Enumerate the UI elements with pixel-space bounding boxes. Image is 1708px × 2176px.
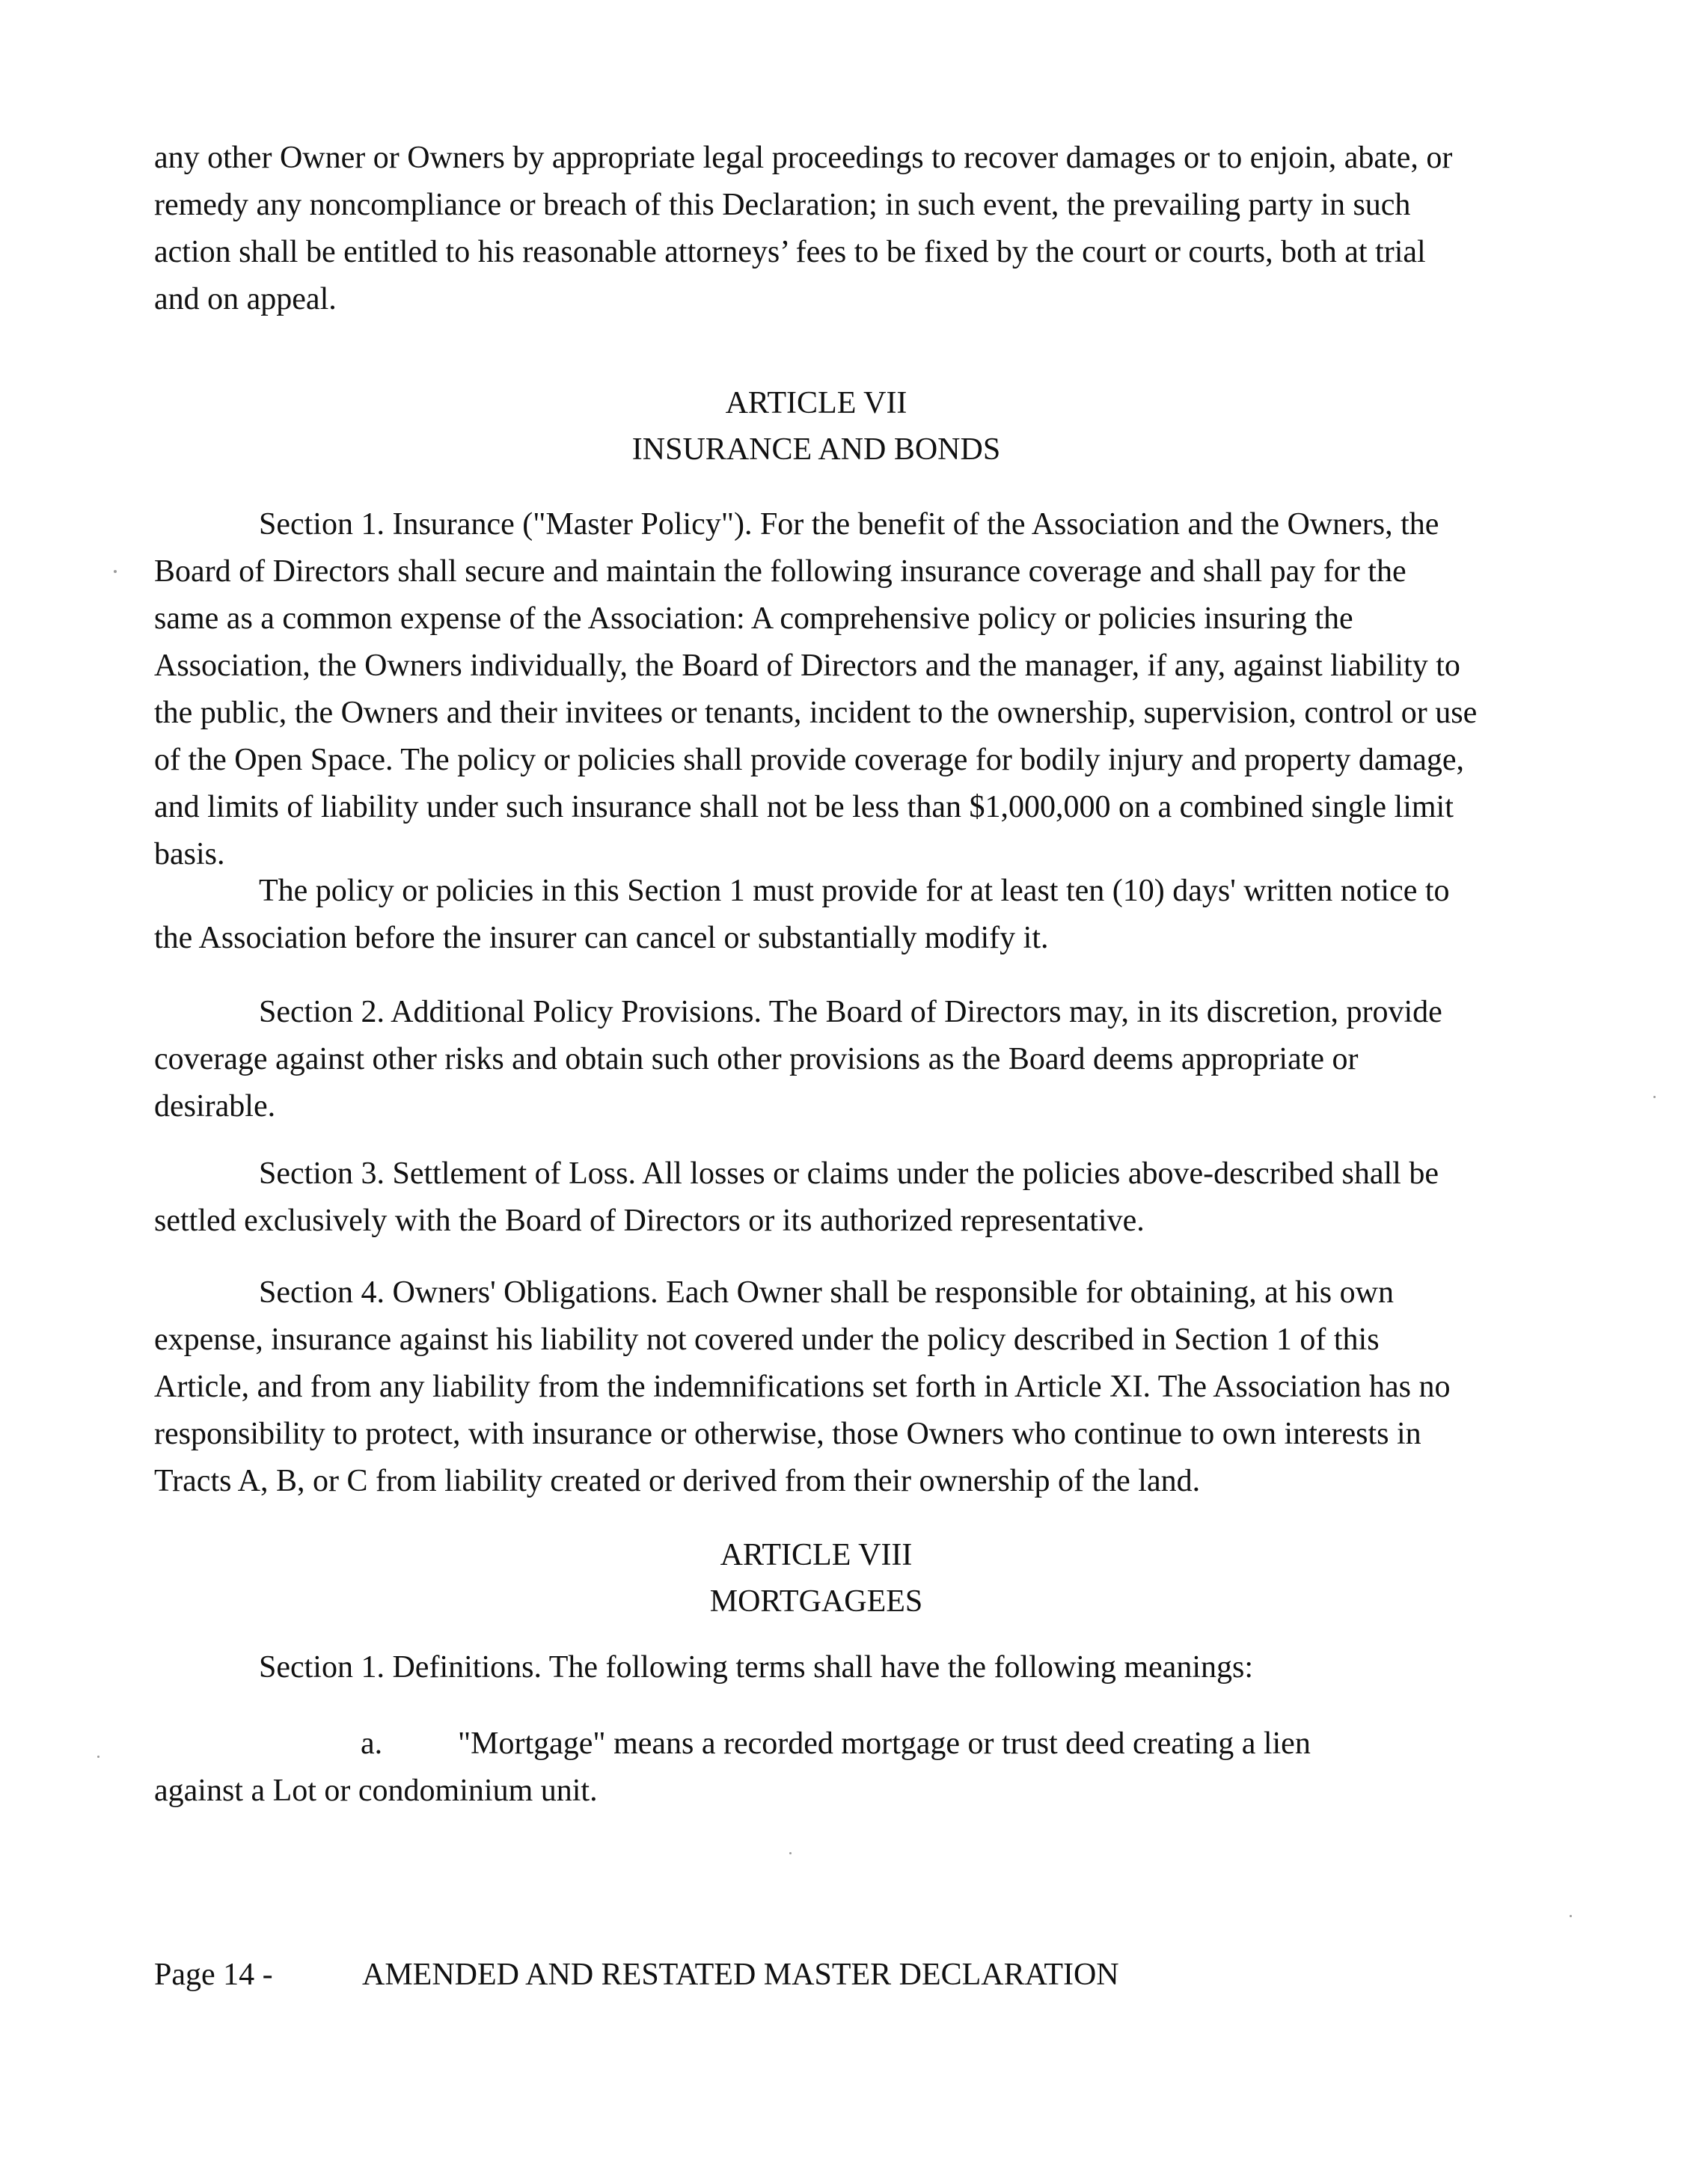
scan-speck <box>789 1852 792 1854</box>
article-viii-number: ARTICLE VIII <box>720 1538 913 1572</box>
page-footer <box>154 1952 1119 1997</box>
article-vii-section-4: Section 4. Owners' Obligations. Each Owner shall be responsible for obtaining, at his own expense, insurance against his liability not covered under the policy described in Section 1 of this Article, and from any liability from the indemnifications set forth in Article XI. The Association has no responsibility to protect, with insurance or otherwise, those Owners who continue to own interests in Tracts A, B, or C from liability created or derived from their ownership of the land. <box>154 1275 1451 1498</box>
scan-speck <box>1653 1096 1656 1098</box>
scan-speck <box>97 1756 100 1758</box>
article-vii-section-2: Section 2. Additional Policy Provisions. The Board of Directors may, in its discretion, provide coverage against other risks and obtain such other provisions as the Board deems appropriate or desirable. <box>154 995 1442 1124</box>
footer-page-number: Page 14 - <box>154 1958 273 1992</box>
article-viii-section-1: Section 1. Definitions. The following terms shall have the following meanings: <box>259 1650 1254 1685</box>
article-vii-section-1: Section 1. Insurance ("Master Policy"). For the benefit of the Association and the Owners, the Board of Directors shall secure and maintain the following insurance coverage and shall pay for the same as a common expense of the Association: A comprehensive policy or policies insuring the Association, the Owners individually, the Board of Directors and the manager, if any, against liability to the public, the Owners and their invitees or tenants, incident to the ownership, supervision, control or use of the Open Space. The policy or policies shall provide coverage for bodily injury and property damage, and limits of liability under such insurance shall not be less than $1,000,000 on a combined single limit basis. <box>154 507 1478 871</box>
article-viii-heading <box>154 1532 1478 1625</box>
scan-speck <box>1570 1915 1572 1917</box>
definition-item-a-continuation: against a Lot or condominium unit. <box>154 1774 598 1808</box>
definition-item-a-text: "Mortgage" means a recorded mortgage or trust deed creating a lien <box>458 1726 1311 1761</box>
article-viii-title: MORTGAGEES <box>709 1584 923 1619</box>
article-vii-heading <box>154 380 1478 473</box>
definition-item-a <box>154 1720 1478 1815</box>
article-vii-section-1-notice: The policy or policies in this Section 1 must provide for at least ten (10) days' written notice to the Association before the insurer can cancel or substantially modify it. <box>154 874 1450 955</box>
definition-item-a-marker: a. <box>361 1726 383 1761</box>
footer-document-title: AMENDED AND RESTATED MASTER DECLARATION <box>362 1958 1119 1992</box>
scan-speck <box>114 570 117 573</box>
definition-item-a-first-line <box>154 1720 1478 1768</box>
article-vii-section-3: Section 3. Settlement of Loss. All losses or claims under the policies above-described shall be settled exclusively with the Board of Directors or its authorized representative. <box>154 1156 1439 1238</box>
article-vii-number: ARTICLE VII <box>725 386 907 420</box>
opening-paragraph: any other Owner or Owners by appropriate legal proceedings to recover damages or to enjoin, abate, or remedy any noncompliance or breach of this Declaration; in such event, the prevailing party in such action shall be entitled to his reasonable attorneys’ fees to be fixed by the court or courts, both at trial and on appeal. <box>154 141 1453 316</box>
article-vii-title: INSURANCE AND BONDS <box>631 432 1001 467</box>
